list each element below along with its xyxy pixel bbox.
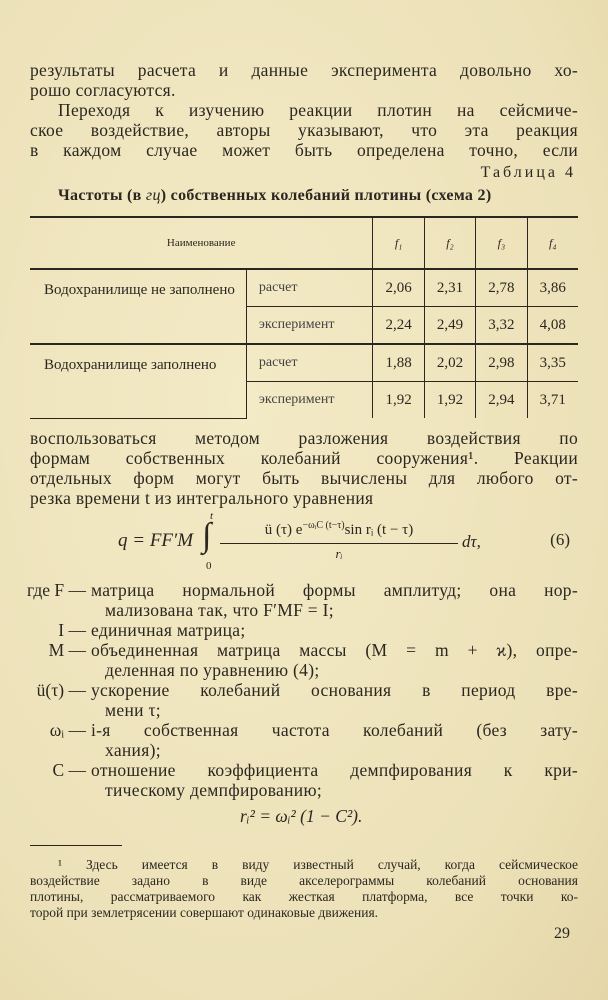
cell: 1,92: [424, 382, 475, 419]
integral-sign: ∫: [202, 517, 212, 554]
def-symbol: ü(τ) —: [36, 680, 86, 700]
relation-formula: rᵢ² = ωᵢ² (1 − C²).: [240, 806, 363, 826]
header-f3: f₃: [476, 217, 527, 269]
title-prefix: Частоты (в: [58, 187, 146, 204]
table-row: [30, 269, 578, 307]
table-header-row: [30, 217, 578, 269]
footnote-line: воздействие задано в виде акселерограммы колебаний основания: [30, 873, 578, 888]
def-line: мени τ;: [105, 700, 161, 720]
def-line: хания);: [105, 740, 161, 760]
upper-limit: t: [210, 510, 214, 522]
numerator-tail: sin rᵢ (t − τ): [344, 522, 414, 538]
def-symbol: I —: [58, 620, 86, 640]
footnote-line: торой при землетрясении совершают одинаковые движения.: [30, 905, 379, 920]
def-line: единичная матрица;: [91, 620, 246, 640]
def-symbol: M —: [48, 640, 86, 660]
denominator: rᵢ: [335, 546, 343, 561]
frequency-table: [30, 216, 578, 419]
text-line: отдельных форм могут быть вычислены для любого от-: [30, 468, 578, 488]
numerator-head: ü (τ) e: [264, 522, 303, 538]
text-line: результаты расчета и данные эксперимента довольно хо-: [30, 60, 578, 80]
def-line: объединенная матрица массы (M = m + ϰ), опре-: [91, 640, 578, 660]
equation-6: [118, 510, 570, 582]
text-line: рошо согласуются.: [30, 80, 176, 100]
text-line: ское воздействие, авторы указывают, что эта реакция: [30, 120, 578, 140]
text-line: в каждом случае может быть определена точно, если: [30, 140, 578, 160]
cell: 1,92: [373, 382, 424, 419]
cell: 3,86: [527, 269, 578, 307]
cell: 2,49: [424, 307, 475, 345]
def-line: мализована так, что F′MF = I;: [105, 600, 334, 620]
formula-lhs: q = FF′M: [118, 530, 194, 551]
title-unit: гц: [145, 187, 161, 204]
formula-tail: dτ,: [462, 532, 481, 551]
row-kind: эксперимент: [246, 382, 372, 419]
footnote-divider: [30, 845, 122, 846]
cell: 1,88: [373, 344, 424, 382]
text-line: резка времени t из интегрального уравнения: [30, 488, 374, 508]
text-line: Переходя к изучению реакции плотин на сейсмиче-: [58, 100, 578, 120]
def-line: матрица нормальной формы амплитуд; она нор-: [91, 580, 578, 600]
header-f4: f₄: [527, 217, 578, 269]
table-row: [30, 344, 578, 382]
def-line: ускорение колебаний основания в период вре-: [91, 680, 578, 700]
row-kind: расчет: [246, 344, 372, 382]
group-name: Водохранилище не заполнено: [30, 269, 246, 344]
def-line: тическому демпфированию;: [105, 780, 322, 800]
header-f2: f₂: [424, 217, 475, 269]
cell: 4,08: [527, 307, 578, 345]
equation-number: (6): [550, 530, 570, 549]
title-suffix: ) собственных колебаний плотины (схема 2): [160, 187, 492, 204]
cell: 2,98: [476, 344, 527, 382]
def-symbol: где F —: [27, 580, 86, 600]
footnote-line: плотины, рассматриваемого как жесткая платформа, все точки ко-: [30, 889, 578, 904]
text-line: воспользоваться методом разложения воздействия по: [30, 428, 578, 448]
table-number: Таблица 4: [480, 164, 576, 181]
fraction-bar: [220, 543, 458, 544]
page-number: 29: [554, 925, 570, 942]
cell: 2,78: [476, 269, 527, 307]
header-name: Наименование: [30, 217, 373, 269]
cell: 3,71: [527, 382, 578, 419]
def-symbol: ωᵢ —: [49, 720, 86, 740]
table-title: [58, 187, 491, 205]
cell: 2,24: [373, 307, 424, 345]
text-line: формам собственных колебаний сооружения¹. Реакции: [30, 448, 578, 468]
cell: 2,02: [424, 344, 475, 382]
def-line: i-я собственная частота колебаний (без зату-: [91, 720, 578, 740]
exponent: −ωᵢC (t−τ): [302, 520, 345, 531]
cell: 3,35: [527, 344, 578, 382]
numerator: [220, 520, 458, 539]
row-kind: расчет: [246, 269, 372, 307]
cell: 3,32: [476, 307, 527, 345]
header-f1: f₁: [373, 217, 424, 269]
lower-limit: 0: [206, 560, 212, 572]
group-name: Водохранилище заполнено: [30, 344, 246, 418]
cell: 2,06: [373, 269, 424, 307]
def-line: отношение коэффициента демпфирования к кри-: [91, 760, 578, 780]
cell: 2,31: [424, 269, 475, 307]
footnote-line: ¹ Здесь имеется в виду известный случай, когда сейсмическое: [58, 857, 578, 872]
row-kind: эксперимент: [246, 307, 372, 345]
def-symbol: C —: [52, 760, 86, 780]
cell: 2,94: [476, 382, 527, 419]
def-line: деленная по уравнению (4);: [105, 660, 320, 680]
